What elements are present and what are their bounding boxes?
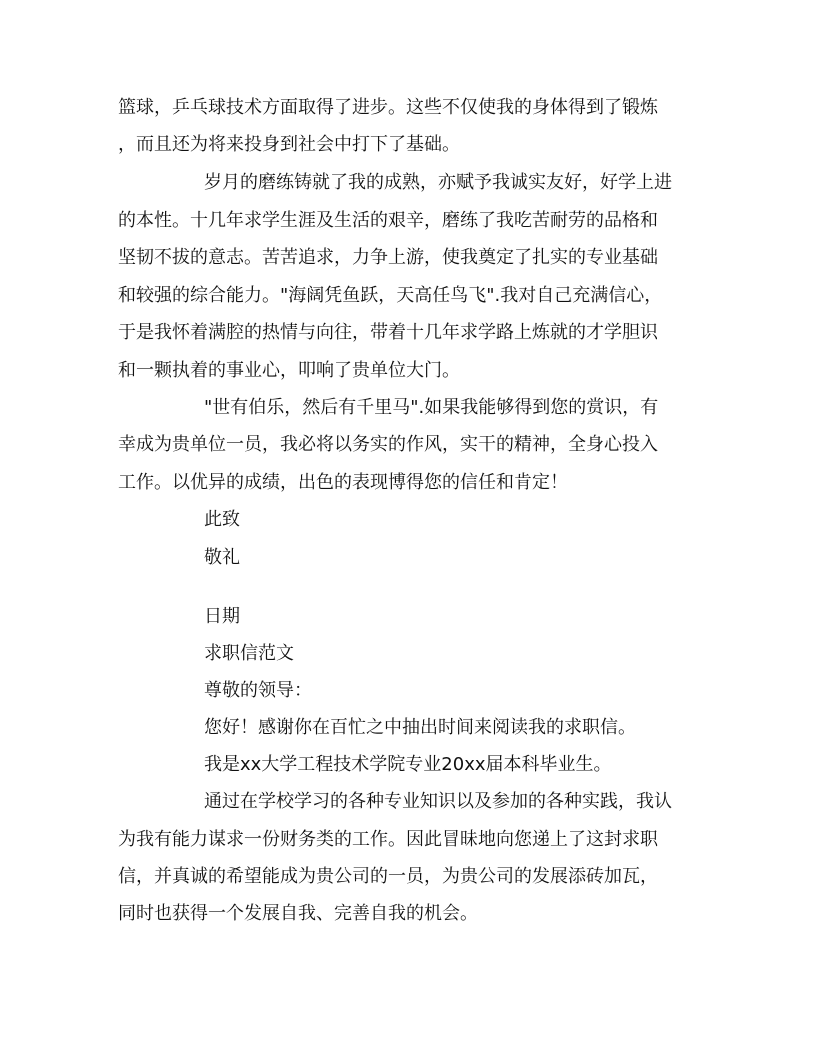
- paragraph-line: 和较强的综合能力。"海阔凭鱼跃，天高任鸟飞".我对自己充满信心，: [118, 285, 663, 306]
- paragraph-line: 您好！感谢你在百忙之中抽出时间来阅读我的求职信。: [204, 717, 636, 738]
- paragraph-line: "世有伯乐，然后有千里马".如果我能够得到您的赏识，有: [204, 397, 659, 418]
- paragraph-line: 篮球，乒乓球技术方面取得了进步。这些不仅使我的身体得到了锻炼: [118, 97, 658, 118]
- paragraph-line: 为我有能力谋求一份财务类的工作。因此冒昧地向您递上了这封求职: [118, 829, 658, 850]
- paragraph-line: 坚韧不拔的意志。苦苦追求，力争上游，使我奠定了扎实的专业基础: [118, 247, 658, 268]
- paragraph-line: 同时也获得一个发展自我、完善自我的机会。: [118, 903, 478, 924]
- salutation: 尊敬的领导：: [204, 680, 312, 701]
- closing-line: 敬礼: [204, 547, 240, 568]
- paragraph-line: 和一颗执着的事业心，叩响了贵单位大门。: [118, 360, 460, 381]
- paragraph-line: ，而且还为将来投身到社会中打下了基础。: [118, 134, 460, 155]
- paragraph-line: 信，并真诚的希望能成为贵公司的一员，为贵公司的发展添砖加瓦，: [118, 866, 658, 887]
- paragraph-line: 于是我怀着满腔的热情与向往，带着十几年求学路上炼就的才学胆识: [118, 322, 658, 343]
- closing-line: 此致: [204, 509, 240, 530]
- paragraph-line: 我是xx大学工程技术学院专业20xx届本科毕业生。: [204, 754, 612, 775]
- paragraph-line: 通过在学校学习的各种专业知识以及参加的各种实践，我认: [204, 791, 672, 812]
- paragraph-line: 幸成为贵单位一员，我必将以务实的作风，实干的精神，全身心投入: [118, 434, 658, 455]
- date-label: 日期: [204, 606, 240, 627]
- paragraph-line: 工作。以优异的成绩，出色的表现博得您的信任和肯定！: [118, 472, 568, 493]
- paragraph-line: 的本性。十几年求学生涯及生活的艰辛，磨练了我吃苦耐劳的品格和: [118, 210, 658, 231]
- paragraph-line: 岁月的磨练铸就了我的成熟，亦赋予我诚实友好，好学上进: [204, 172, 672, 193]
- section-title: 求职信范文: [204, 643, 294, 664]
